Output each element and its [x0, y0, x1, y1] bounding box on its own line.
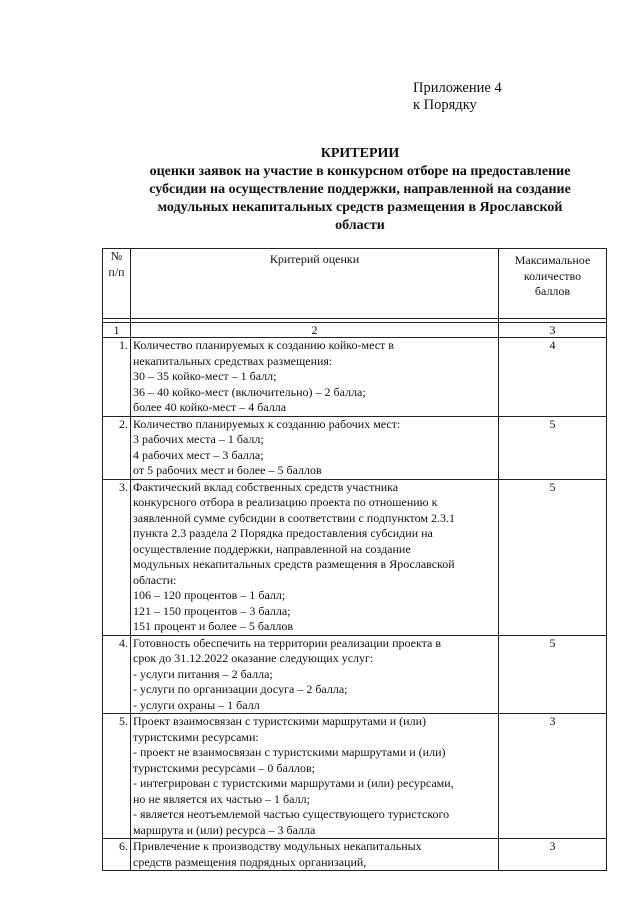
criterion-line: 30 – 35 койко-мест – 1 балл;	[133, 369, 277, 383]
table-row	[103, 479, 607, 635]
row-number: 6.	[103, 839, 131, 871]
max-points: 5	[499, 635, 607, 714]
row-number: 3.	[103, 479, 131, 635]
criterion-text	[131, 416, 499, 479]
heading-subtitle-line: области	[335, 218, 385, 233]
table-row	[103, 714, 607, 839]
criterion-text	[131, 479, 499, 635]
max-points: 5	[499, 479, 607, 635]
column-number: 2	[131, 323, 499, 338]
row-number: 1.	[103, 338, 131, 417]
row-number: 5.	[103, 714, 131, 839]
criteria-table	[102, 248, 607, 871]
max-points: 4	[499, 338, 607, 417]
criterion-line: - услуги питания – 2 балла;	[133, 666, 273, 681]
criterion-text	[131, 338, 499, 417]
criterion-line: 3 рабочих места – 1 балл;	[133, 432, 264, 446]
document-heading	[110, 145, 610, 235]
table-row	[103, 338, 607, 417]
max-points: 3	[499, 839, 607, 871]
criterion-text	[131, 714, 499, 839]
annex-reference	[413, 80, 502, 114]
annex-line-1: Приложение 4	[413, 80, 502, 96]
criterion-line: средств размещения подрядных организаций,	[133, 854, 367, 869]
criterion-line: - интегрирован с туристскими маршрутами и (или) ресурсами,	[133, 776, 454, 790]
criterion-line: 4 рабочих мест – 3 балла;	[133, 447, 264, 462]
criterion-line: Фактический вклад собственных средств участника	[133, 479, 399, 494]
heading-subtitle-line: модульных некапитальных средств размещения в Ярославской	[157, 200, 563, 215]
column-numbers-row	[103, 323, 607, 338]
criterion-text	[131, 635, 499, 714]
header-criterion-cell: Критерий оценки	[131, 249, 499, 319]
table-row	[103, 635, 607, 714]
row-number: 4.	[103, 635, 131, 714]
max-points: 3	[499, 714, 607, 839]
criterion-line: срок до 31.12.2022 оказание следующих услуг:	[133, 651, 374, 665]
criterion-line: туристскими ресурсами – 0 баллов;	[133, 760, 315, 775]
heading-title: КРИТЕРИИ	[320, 146, 400, 161]
criterion-line: Привлечение к производству модульных некапитальных	[133, 839, 422, 853]
heading-subtitle-line: субсидии на осуществление поддержки, направленной на создание	[149, 182, 571, 197]
criterion-line: Готовность обеспечить на территории реализации проекта в	[133, 635, 442, 650]
criterion-line: более 40 койко-мест – 4 балла	[133, 400, 287, 414]
criterion-line: Количество планируемых к созданию рабочих мест:	[133, 416, 401, 431]
header-number-line: п/п	[108, 264, 125, 279]
criterion-line: некапитальных средствах размещения:	[133, 353, 333, 368]
header-number-cell	[103, 249, 131, 319]
criterion-line: 106 – 120 процентов – 1 балл;	[133, 588, 286, 602]
criterion-line: - услуги по организации досуга – 2 балла;	[133, 682, 348, 696]
criterion-line: 36 – 40 койко-мест (включительно) – 2 балла;	[133, 384, 366, 399]
criterion-line: 121 – 150 процентов – 3 балла;	[133, 603, 291, 618]
criterion-line: - услуги охраны – 1 балл	[133, 697, 260, 712]
criterion-line: модульных некапитальных средств размещения в Ярославской	[133, 557, 455, 571]
criterion-line: 151 процент и более – 5 баллов	[133, 619, 294, 633]
criterion-line: Проект взаимосвязан с туристскими маршрутами и (или)	[133, 714, 426, 728]
criterion-line: от 5 рабочих мест и более – 5 баллов	[133, 463, 322, 477]
criterion-line: пункта 2.3 раздела 2 Порядка предоставления субсидии на	[133, 526, 433, 540]
column-number: 3	[499, 323, 607, 338]
criterion-line: области:	[133, 572, 177, 587]
header-max-points-line: количество	[523, 268, 582, 283]
header-max-points-cell	[499, 249, 607, 319]
max-points: 5	[499, 416, 607, 479]
row-number: 2.	[103, 416, 131, 479]
annex-line-2: к Порядку	[413, 97, 477, 113]
table-row	[103, 416, 607, 479]
criterion-line: - проект не взаимосвязан с туристскими маршрутами и (или)	[133, 745, 446, 759]
heading-subtitle-line: оценки заявок на участие в конкурсном отборе на предоставление	[149, 164, 571, 179]
table-header-row	[103, 249, 607, 319]
criterion-line: маршрута и (или) ресурса – 3 балла	[133, 822, 316, 837]
criterion-line: - является неотъемлемой частью существующего туристского	[133, 807, 450, 821]
criterion-text	[131, 839, 499, 871]
header-max-points-line: баллов	[534, 284, 571, 298]
criterion-line: заявленной сумме субсидии в соответствии с подпунктом 2.3.1	[133, 510, 455, 525]
criterion-line: но не является их частью – 1 балл;	[133, 791, 310, 806]
column-number: 1	[103, 323, 131, 338]
header-max-points-line: Максимальное	[514, 253, 591, 267]
table-row	[103, 839, 607, 871]
header-number-line: №	[110, 249, 123, 263]
criterion-line: Количество планируемых к созданию койко-мест в	[133, 338, 394, 352]
criterion-line: конкурсного отбора в реализацию проекта по отношению к	[133, 495, 438, 509]
criterion-line: туристскими ресурсами:	[133, 729, 259, 744]
criterion-line: осуществление поддержки, направленной на создание	[133, 541, 411, 556]
